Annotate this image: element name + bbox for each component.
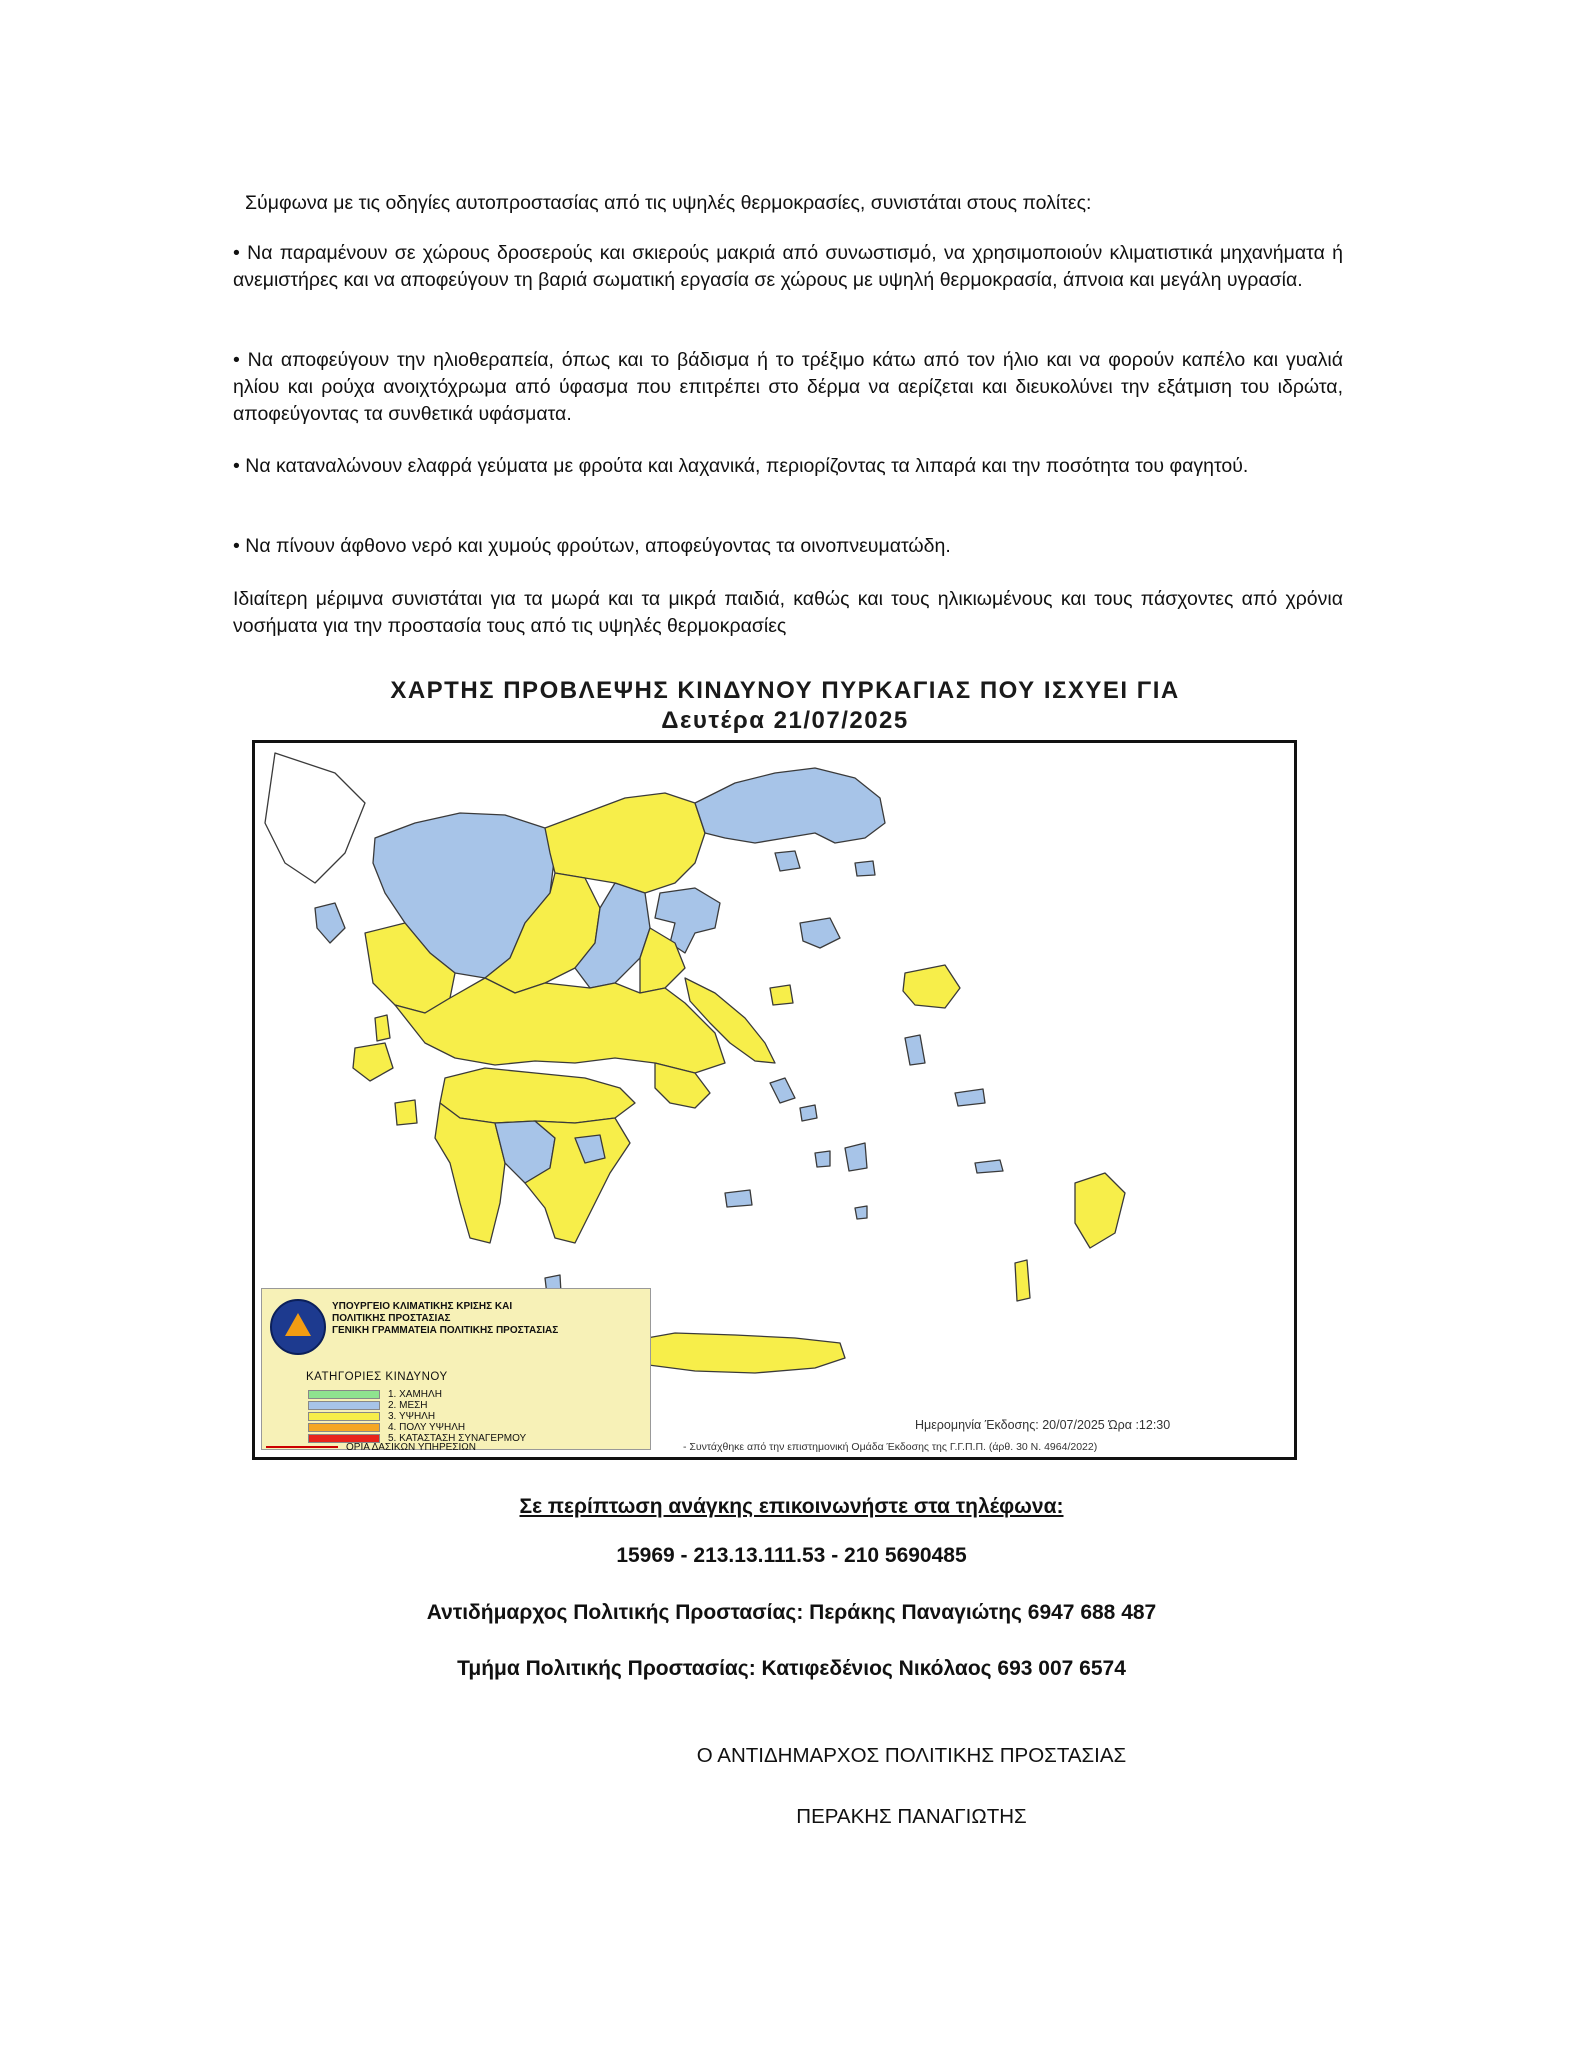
island-samothraki [855, 861, 875, 876]
advice-bullet-4: • Να πίνουν άφθονο νερό και χυμούς φρούτων, αποφεύγοντας τα οινοπνευματώδη. [233, 535, 951, 557]
swatch-high [308, 1412, 380, 1421]
legend-label-alarm: 5. ΚΑΤΑΣΤΑΣΗ ΣΥΝΑΓΕΡΜΟΥ [388, 1432, 527, 1444]
ministry-line-3: ΓΕΝΙΚΗ ΓΡΑΜΜΑΤΕΙΑ ΠΟΛΙΤΙΚΗΣ ΠΡΟΣΤΑΣΙΑΣ [332, 1325, 559, 1336]
legend-item-high [308, 1411, 435, 1421]
swatch-low [308, 1390, 380, 1399]
map-issue-date: Ημερομηνία Έκδοσης: 20/07/2025 Ώρα :12:30 [915, 1418, 1171, 1432]
island-lefkada [375, 1015, 390, 1041]
ministry-line-1: ΥΠΟΥΡΓΕΙΟ ΚΛΙΜΑΤΙΚΗΣ ΚΡΙΣΗΣ ΚΑΙ [332, 1301, 513, 1312]
island-crete-east [630, 1333, 845, 1373]
island-karpathos [1015, 1260, 1030, 1301]
swatch-very-high [308, 1423, 380, 1432]
map-title-line-2: Δευτέρα 21/07/2025 [661, 707, 909, 734]
ministry-name [332, 1301, 558, 1337]
island-naxos [845, 1143, 867, 1171]
region-peloponnese-north [440, 1068, 635, 1123]
map-legend [261, 1288, 651, 1453]
legend-label-forest-border: ΟΡΙΑ ΔΑΣΙΚΩΝ ΥΠΗΡΕΣΙΩΝ [346, 1441, 476, 1453]
signature-title: Ο ΑΝΤΙΔΗΜΑΡΧΟΣ ΠΟΛΙΤΙΚΗΣ ΠΡΟΣΤΑΣΙΑΣ [696, 1744, 1127, 1767]
legend-label-high: 3. ΥΨΗΛΗ [388, 1410, 436, 1422]
neighbour-countries [265, 753, 365, 883]
island-thasos [775, 851, 800, 871]
island-rhodes [1075, 1173, 1125, 1248]
legend-label-medium: 2. ΜΕΣΗ [388, 1399, 428, 1411]
intro-text: Σύμφωνα με τις οδηγίες αυτοπροστασίας από τις υψηλές θερμοκρασίες, συνιστάται στους πολίτες: [245, 192, 1092, 214]
map-source-note: - Συντάχθηκε από την επιστημονική Ομάδα Έκδοσης της Γ.Γ.Π.Π. (άρθ. 30 Ν. 4964/2022) [683, 1441, 1098, 1453]
advice-bullet-1: • Να παραμένουν σε χώρους δροσερούς και σκιερούς μακριά από συνωστισμό, να χρησιμοποιούν κλιματιστικά μηχανήματα ή ανεμιστήρες και να αποφεύγουν τη βαριά σωματική εργασία σε χώρους με υψηλή θερμοκρασία, άπνοια και μεγάλη υγρασία. [233, 242, 1343, 291]
island-skyros [770, 985, 793, 1005]
legend-item-low [308, 1389, 442, 1399]
swatch-medium [308, 1401, 380, 1410]
island-milos [725, 1190, 752, 1207]
island-chios [905, 1035, 925, 1065]
island-kos [975, 1160, 1003, 1173]
department-contact: Τμήμα Πολιτικής Προστασίας: Κατιφεδένιος Νικόλαος 693 007 6574 [457, 1657, 1126, 1680]
island-lesvos [903, 965, 960, 1008]
island-samos [955, 1089, 985, 1106]
legend-categories-title: ΚΑΤΗΓΟΡΙΕΣ ΚΙΝΔΥΝΟΥ [306, 1371, 448, 1383]
region-peloponnese-west [435, 1103, 505, 1243]
island-zakynthos [395, 1100, 417, 1125]
legend-label-low: 1. ΧΑΜΗΛΗ [388, 1388, 442, 1400]
civil-protection-seal-icon [270, 1299, 326, 1355]
legend-item-very-high [308, 1422, 465, 1432]
deputy-mayor-contact: Αντιδήμαρχος Πολιτικής Προστασίας: Περάκης Παναγιώτης 6947 688 487 [426, 1601, 1157, 1624]
island-andros [770, 1078, 795, 1103]
legend-item-medium [308, 1400, 428, 1410]
care-note: Ιδιαίτερη μέριμνα συνιστάται για τα μωρά και τα μικρά παιδιά, καθώς και τους ηλικιωμένους και τους πάσχοντες από χρόνια νοσήματα για την προστασία τους από τις υψηλές θερμοκρασίες [233, 588, 1343, 637]
island-tinos [800, 1105, 817, 1121]
legend-label-very-high: 4. ΠΟΛΥ ΥΨΗΛΗ [388, 1421, 466, 1433]
region-east-macedonia [695, 768, 885, 843]
emergency-phones: 15969 - 213.13.111.53 - 210 5690485 [616, 1544, 967, 1567]
island-corfu [315, 903, 345, 943]
forest-border-line [266, 1446, 338, 1448]
advice-bullet-2: • Να αποφεύγουν την ηλιοθεραπεία, όπως και το βάδισμα ή το τρέξιμο κάτω από τον ήλιο και να φορούν καπέλο και γυαλιά ηλίου και ρούχα ανοιχτόχρωμα από ύφασμα που επιτρέπει στο δέρμα να αερίζεται και διευκολύνει την εξάτμιση του ιδρώτα, αποφεύγοντας τα συνθετικά υφάσματα. [233, 349, 1343, 425]
advice-bullet-3: • Να καταναλώνουν ελαφρά γεύματα με φρούτα και λαχανικά, περιορίζοντας τα λιπαρά και την ποσότητα του φαγητού. [233, 455, 1249, 477]
island-santorini [855, 1206, 867, 1219]
map-title [250, 676, 1320, 736]
signature-name: ΠΕΡΑΚΗΣ ΠΑΝΑΓΙΩΤΗΣ [796, 1805, 1027, 1828]
legend-item-forest-border [266, 1442, 476, 1452]
island-kefalonia [353, 1043, 393, 1081]
fire-risk-map [252, 740, 1297, 1460]
island-limnos [800, 918, 840, 948]
island-paros [815, 1151, 830, 1167]
map-title-line-1: ΧΑΡΤΗΣ ΠΡΟΒΛΕΨΗΣ ΚΙΝΔΥΝΟΥ ΠΥΡΚΑΓΙΑΣ ΠΟΥ ΙΣΧΥΕΙ ΓΙΑ [390, 677, 1180, 704]
emergency-heading: Σε περίπτωση ανάγκης επικοινωνήστε στα τηλέφωνα: [519, 1495, 1064, 1518]
ministry-line-2: ΠΟΛΙΤΙΚΗΣ ΠΡΟΣΤΑΣΙΑΣ [332, 1313, 451, 1324]
